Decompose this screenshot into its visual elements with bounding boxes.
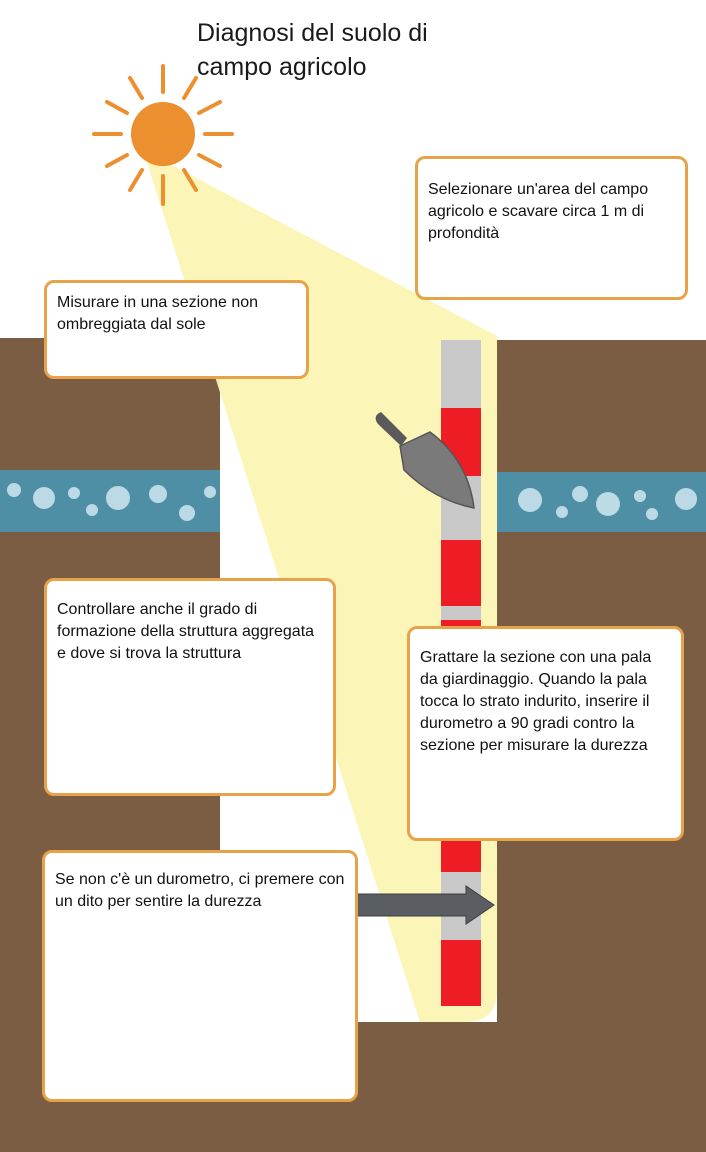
callout-shade: Misurare in una sezione non ombreggiata dal sole <box>44 280 309 379</box>
callout-select-area: Selezionare un'area del campo agricolo e scavare circa 1 m di profondità <box>415 156 688 300</box>
callout-structure: Controllare anche il grado di formazione della struttura aggregata e dove si trova la struttura <box>44 578 336 796</box>
callout-finger: Se non c'è un durometro, ci premere con un dito per sentire la durezza <box>42 850 358 1102</box>
diagram-title: Diagnosi del suolo di campo agricolo <box>197 19 428 81</box>
callout-scrape: Grattare la sezione con una pala da giardinaggio. Quando la pala tocca lo strato indurito, inserire il durometro a 90 gradi contro la sezione per misurare la durezza <box>407 626 684 841</box>
sun-icon <box>94 66 232 204</box>
